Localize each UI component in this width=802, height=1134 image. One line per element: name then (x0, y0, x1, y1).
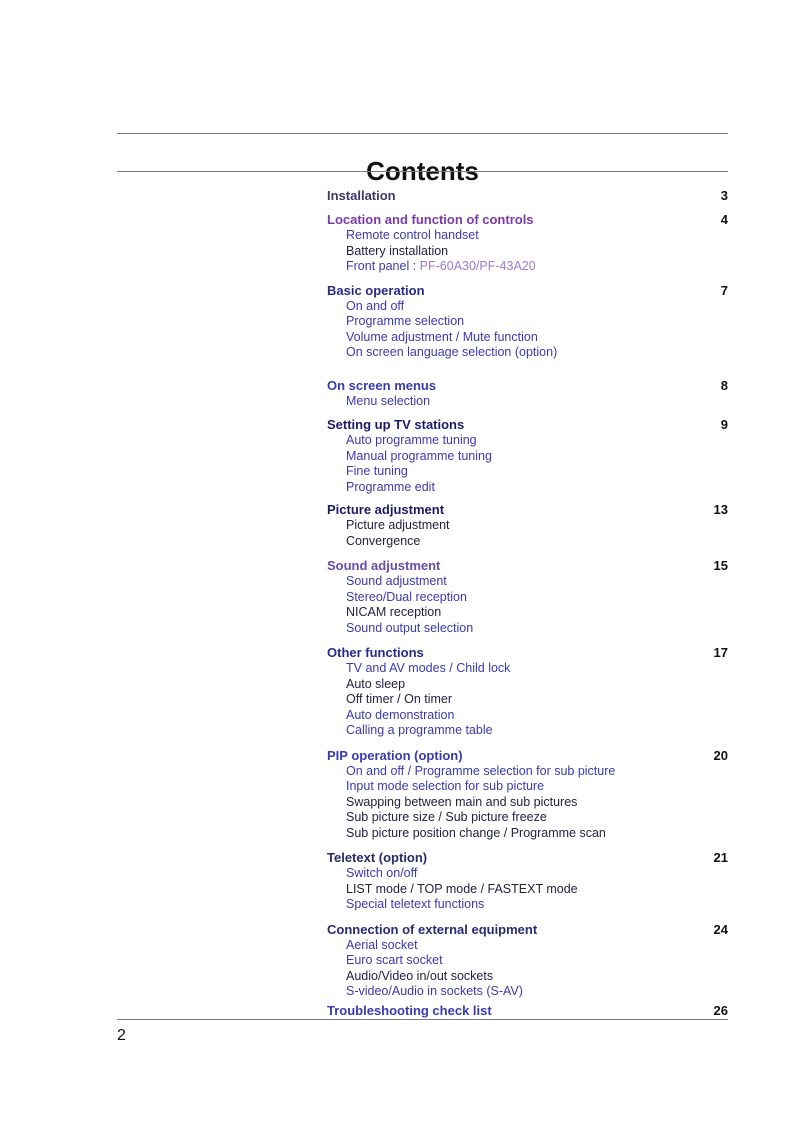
toc-item[interactable] (327, 518, 728, 534)
toc-section (327, 849, 728, 913)
toc-item[interactable] (327, 259, 728, 275)
toc-item[interactable] (327, 866, 728, 882)
toc-item-label: Swapping between main and sub pictures (346, 794, 578, 809)
toc-section-title: Other functions (327, 645, 424, 660)
toc-section-title: Troubleshooting check list (327, 1002, 492, 1018)
toc-section (327, 1002, 728, 1019)
toc-item-label: NICAM reception (346, 605, 442, 619)
toc-item[interactable] (327, 574, 728, 590)
toc-page-number: 15 (713, 558, 728, 573)
toc-page-number: 20 (713, 747, 728, 763)
toc-item[interactable] (327, 464, 728, 480)
toc-item[interactable] (327, 330, 728, 346)
toc-item[interactable] (327, 826, 728, 842)
toc-item[interactable] (327, 708, 728, 724)
toc-page-number: 4 (720, 212, 728, 227)
toc-section-title: Installation (327, 188, 396, 203)
toc-item-label: S-video/Audio in sockets (S-AV) (346, 984, 523, 998)
toc-section (327, 211, 728, 275)
toc-item[interactable] (327, 984, 728, 1000)
toc-section-heading[interactable] (327, 282, 728, 299)
toc-item[interactable] (327, 299, 728, 315)
toc-page-number: 13 (713, 502, 728, 517)
toc-item[interactable] (327, 433, 728, 449)
toc-section-heading[interactable] (327, 557, 728, 574)
toc-item[interactable] (327, 605, 728, 621)
toc-item[interactable] (327, 810, 728, 826)
toc-item-label: On and off / Programme selection for sub picture (346, 763, 616, 778)
toc-item-label: LIST mode / TOP mode / FASTEXT mode (346, 881, 578, 896)
toc-item[interactable] (327, 345, 728, 361)
toc-item-label: Battery installation (346, 243, 449, 258)
toc-section-heading[interactable] (327, 747, 728, 764)
toc-section-heading[interactable] (327, 187, 728, 204)
toc-item[interactable] (327, 314, 728, 330)
toc-item-label: Sub picture size / Sub picture freeze (346, 810, 547, 824)
toc-section-heading[interactable] (327, 416, 728, 433)
toc-section-title: Basic operation (327, 282, 425, 298)
toc-item[interactable] (327, 969, 728, 985)
toc-item-label: Fine tuning (346, 464, 408, 478)
toc-item-label: TV and AV modes / Child lock (346, 661, 511, 675)
toc-item[interactable] (327, 938, 728, 954)
toc-section-title: PIP operation (option) (327, 747, 463, 763)
toc-section (327, 416, 728, 495)
bottom-rule (117, 1019, 728, 1020)
toc-page-number: 8 (720, 377, 728, 393)
toc-item-label: Stereo/Dual reception (346, 589, 467, 604)
toc-item[interactable] (327, 779, 728, 795)
toc-item[interactable] (327, 394, 728, 410)
toc-item-label: Volume adjustment / Mute function (346, 329, 538, 344)
top-rule (117, 133, 728, 134)
toc-section-title: Teletext (option) (327, 850, 428, 865)
title-rule (117, 171, 728, 172)
toc-item-label: Auto demonstration (346, 707, 455, 722)
toc-item-label: Remote control handset (346, 228, 479, 242)
toc-section-title: Picture adjustment (327, 502, 445, 517)
toc-item[interactable] (327, 953, 728, 969)
toc-section-heading[interactable] (327, 377, 728, 394)
toc-section-title: Setting up TV stations (327, 417, 465, 432)
toc-section-heading[interactable] (327, 849, 728, 866)
toc-page-number: 21 (713, 850, 728, 865)
toc-item-label: Auto sleep (346, 676, 406, 691)
toc-section (327, 187, 728, 204)
toc-item-label: Calling a programme table (346, 723, 493, 737)
toc-item[interactable] (327, 677, 728, 693)
toc-item[interactable] (327, 897, 728, 913)
toc-section (327, 282, 728, 361)
toc-item-label: Programme edit (346, 479, 435, 494)
toc-item-label: On and off (346, 298, 405, 313)
toc-item-model-numbers: PF-60A30/PF-43A20 (419, 259, 536, 273)
toc-section-heading[interactable] (327, 1002, 728, 1019)
toc-item-label: Audio/Video in/out sockets (346, 968, 494, 983)
toc-item-label: Menu selection (346, 393, 431, 408)
toc-page-number: 26 (713, 1002, 728, 1018)
toc-section (327, 377, 728, 410)
toc-section (327, 644, 728, 739)
toc-item[interactable] (327, 692, 728, 708)
toc-item-label: On screen language selection (option) (346, 345, 558, 359)
toc-page-number: 9 (720, 417, 728, 432)
toc-page-number: 24 (713, 921, 728, 937)
toc-section-heading[interactable] (327, 921, 728, 938)
toc-item[interactable] (327, 228, 728, 244)
toc-item-label: Switch on/off (346, 866, 418, 880)
toc-section-title: Connection of external equipment (327, 921, 538, 937)
toc-item-label: Auto programme tuning (346, 433, 477, 447)
page-number: 2 (117, 1027, 126, 1044)
toc-item[interactable] (327, 723, 728, 739)
toc-section (327, 501, 728, 549)
toc-item-label: Picture adjustment (346, 518, 450, 532)
toc-section-title: Location and function of controls (327, 212, 534, 227)
toc-item-label: Euro scart socket (346, 953, 443, 967)
toc-section-title: Sound adjustment (327, 558, 441, 573)
toc-item[interactable] (327, 882, 728, 898)
toc-item-label: Aerial socket (346, 937, 418, 952)
toc-page-number: 17 (713, 645, 728, 660)
toc-page-number: 3 (720, 188, 728, 203)
toc-item-label: Sub picture position change / Programme scan (346, 825, 606, 840)
toc-item[interactable] (327, 449, 728, 465)
toc-item-label: Manual programme tuning (346, 448, 492, 463)
toc-item[interactable] (327, 590, 728, 606)
toc-item[interactable] (327, 661, 728, 677)
toc-item-label: Programme selection (346, 314, 465, 328)
toc-page-number: 7 (720, 282, 728, 298)
toc-item-label: Sound output selection (346, 620, 474, 635)
toc-item[interactable] (327, 480, 728, 496)
toc-item-label: Special teletext functions (346, 897, 485, 911)
toc-section-title: On screen menus (327, 377, 437, 393)
page-title: Contents (366, 156, 479, 187)
toc-item[interactable] (327, 795, 728, 811)
toc-item[interactable] (327, 764, 728, 780)
toc-section (327, 557, 728, 636)
toc-item-label: Off timer / On timer (346, 692, 453, 706)
toc-section-heading[interactable] (327, 501, 728, 518)
toc-item-label: Convergence (346, 533, 421, 548)
toc-item-label: Sound adjustment (346, 574, 447, 588)
toc-item-label: Input mode selection for sub picture (346, 779, 545, 793)
toc-section-heading[interactable] (327, 644, 728, 661)
toc-item[interactable] (327, 621, 728, 637)
toc-item[interactable] (327, 244, 728, 260)
toc-section (327, 921, 728, 1000)
table-of-contents (327, 187, 728, 1019)
toc-section-heading[interactable] (327, 211, 728, 228)
toc-item[interactable] (327, 534, 728, 550)
toc-item-label: Front panel : (346, 259, 420, 273)
toc-section (327, 747, 728, 842)
